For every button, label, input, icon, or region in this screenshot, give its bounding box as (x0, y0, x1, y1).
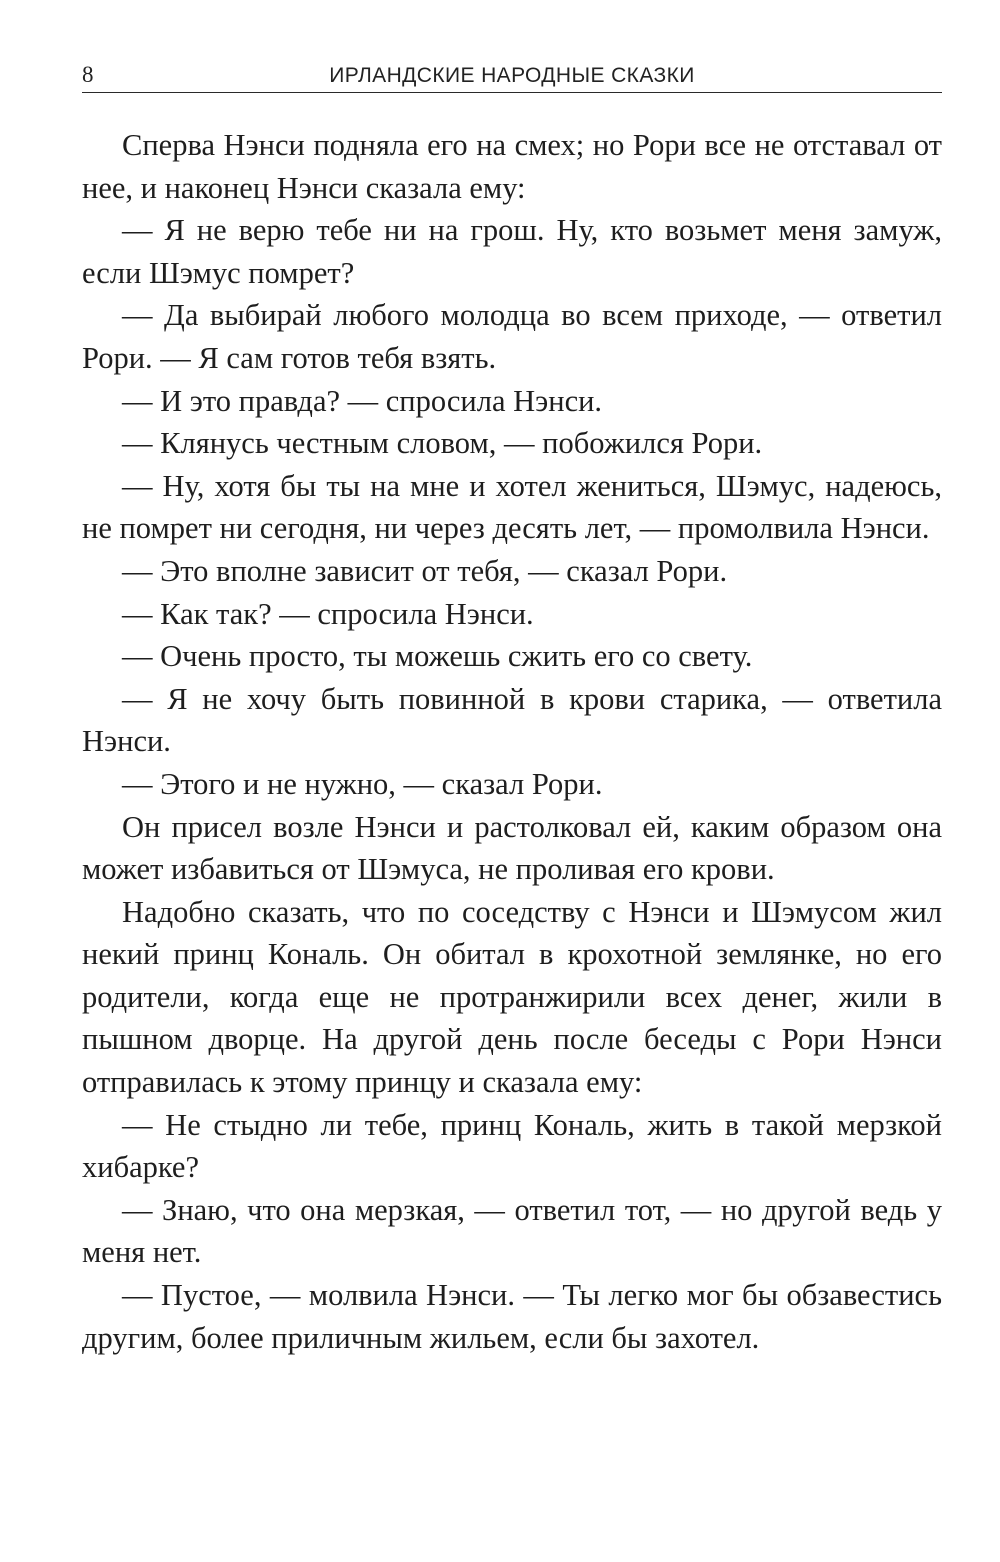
paragraph: Сперва Нэнси подняла его на смех; но Рори все не отставал от нее, и наконец Нэнси сказала ему: (82, 128, 942, 205)
paragraph: — Клянусь честным словом, — побожился Рори. (122, 426, 763, 461)
paragraph: — Я не верю тебе ни на грош. Ну, кто возьмет меня замуж, если Шэмус помрет? (82, 213, 942, 290)
paragraph: — Пустое, — молвила Нэнси. — Ты легко мог бы обзавестись другим, более приличным жильем, если бы захотел. (82, 1278, 942, 1355)
paragraph: — Я не хочу быть повинной в крови старика, — ответила Нэнси. (82, 681, 942, 759)
running-title: ИРЛАНДСКИЕ НАРОДНЫЕ СКАЗКИ (329, 64, 695, 87)
paragraph: — Да выбирай любого молодца во всем приходе, — ответил Рори. — Я сам готов тебя взять. (82, 298, 942, 375)
page-number: 8 (82, 62, 94, 87)
running-header (82, 60, 942, 93)
paragraph: — Знаю, что она мерзкая, — ответил тот, — но другой ведь у меня нет. (82, 1192, 942, 1270)
paragraph: Он присел возле Нэнси и растолковал ей, каким образом она может избавиться от Шэмуса, не проливая его крови. (82, 809, 942, 887)
paragraph: Надобно сказать, что по соседству с Нэнси и Шэмусом жил некий принц Кональ. Он обитал в крохотной землянке, но его родители, когда еще не протранжирили всех денег, жили в пышном дворце. На другой день после беседы с Рори Нэнси отправилась к этому принцу и сказала ему: (82, 894, 942, 1100)
paragraph: — Это вполне зависит от тебя, — сказал Рори. (122, 553, 728, 588)
paragraph: — Этого и не нужно, — сказал Рори. (122, 766, 603, 801)
paragraph: — Ну, хотя бы ты на мне и хотел жениться, Шэмус, надеюсь, не помрет ни сегодня, ни через десять лет, — промолвила Нэнси. (82, 468, 942, 546)
paragraph: — Очень просто, ты можешь сжить его со свету. (122, 639, 753, 674)
page-body (82, 124, 942, 1359)
paragraph: — Как так? — спросила Нэнси. (122, 596, 534, 631)
paragraph: — И это правда? — спросила Нэнси. (122, 383, 603, 418)
paragraph: — Не стыдно ли тебе, принц Кональ, жить в такой мерзкой хибарке? (82, 1107, 942, 1185)
